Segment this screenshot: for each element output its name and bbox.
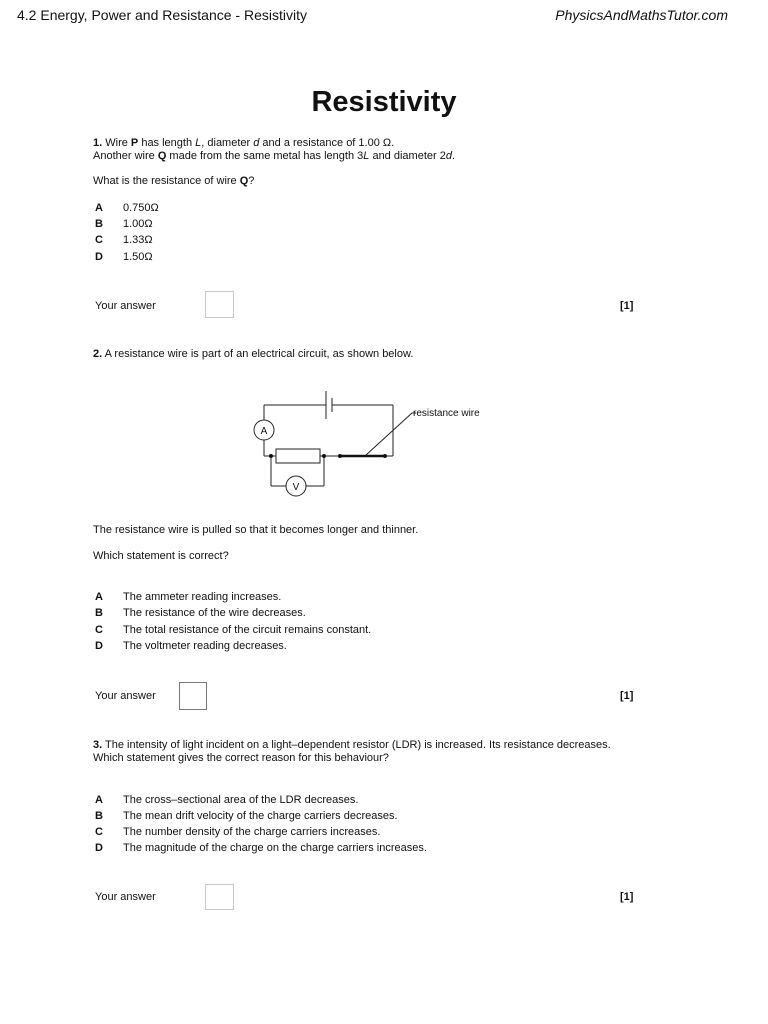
q2-option-b[interactable] [95, 607, 306, 621]
q2-option-c[interactable] [95, 624, 371, 638]
header-site: PhysicsAndMathsTutor.com [555, 7, 728, 23]
option-text: The total resistance of the circuit remains constant. [123, 624, 372, 636]
option-letter: B [95, 607, 103, 619]
option-letter: D [95, 640, 103, 652]
q1-text: Wire [102, 137, 131, 149]
option-letter: A [95, 794, 103, 806]
q3-number: 3. [93, 739, 103, 751]
q2-number: 2. [93, 348, 103, 360]
option-text: 1.00Ω [123, 218, 153, 230]
q2-option-a[interactable] [95, 591, 281, 605]
q1-question [93, 175, 254, 189]
option-letter: A [95, 591, 103, 603]
q1-var-d: d [445, 150, 452, 162]
option-text: 0.750Ω [123, 202, 159, 214]
q1-var-l: L [195, 137, 202, 149]
option-letter: B [95, 810, 103, 822]
label-leader-line [366, 413, 412, 455]
q1-wire-q: Q [157, 150, 167, 162]
q1-text: and diameter 2 [369, 150, 446, 162]
option-letter: C [95, 234, 103, 246]
q3-answer-label: Your answer [95, 891, 156, 903]
q1-var-d: d [253, 137, 260, 149]
q2-mark: [1] [620, 690, 634, 702]
option-letter: C [95, 826, 103, 838]
circuit-diagram [240, 385, 500, 500]
q1-number: 1. [93, 137, 103, 149]
junction-dot [269, 454, 273, 458]
q2-intro [93, 348, 413, 362]
q3-line2: Which statement gives the correct reason for this behaviour? [93, 752, 389, 764]
q3-option-d[interactable] [95, 842, 427, 856]
option-letter: C [95, 624, 103, 636]
q2-answer-label: Your answer [95, 690, 156, 702]
q2-question: Which statement is correct? [93, 550, 229, 562]
option-text: The cross–sectional area of the LDR decreases. [123, 794, 359, 806]
voltmeter-label: V [292, 482, 300, 493]
option-letter: D [95, 842, 103, 854]
q3-option-b[interactable] [95, 810, 398, 824]
option-letter: B [95, 218, 103, 230]
q1-text: , diameter [201, 137, 254, 149]
q3-line1 [93, 739, 611, 753]
q3-text: The intensity of light incident on a light–dependent resistor (LDR) is increased. Its resistance decreases. [102, 739, 611, 751]
option-text: 1.50Ω [123, 251, 153, 263]
option-text: The magnitude of the charge on the charge carriers increases. [123, 842, 427, 854]
q1-text: Another wire [93, 150, 158, 162]
junction-dot [322, 454, 326, 458]
q2-option-d[interactable] [95, 640, 287, 654]
q1-option-d[interactable] [95, 251, 153, 265]
q1-text: and a resistance of 1.00 Ω. [259, 137, 395, 149]
header-topic: 4.2 Energy, Power and Resistance - Resistivity [17, 7, 307, 23]
option-letter: A [95, 202, 103, 214]
q1-option-b[interactable] [95, 218, 153, 232]
q3-option-c[interactable] [95, 826, 380, 840]
q2-statement: The resistance wire is pulled so that it becomes longer and thinner. [93, 524, 419, 536]
q1-wire-p: P [130, 137, 139, 149]
q2-text: A resistance wire is part of an electrical circuit, as shown below. [102, 348, 414, 360]
fixed-resistor [276, 449, 320, 463]
q1-answer-box[interactable] [205, 291, 234, 318]
q1-text: has length [138, 137, 196, 149]
q3-answer-box[interactable] [205, 884, 234, 910]
option-text: The mean drift velocity of the charge carriers decreases. [123, 810, 398, 822]
junction-dot [383, 454, 387, 458]
q1-option-c[interactable] [95, 234, 153, 248]
q3-option-a[interactable] [95, 794, 358, 808]
option-text: The voltmeter reading decreases. [123, 640, 287, 652]
q1-text: . [451, 150, 456, 162]
option-text: The ammeter reading increases. [123, 591, 282, 603]
ammeter-label: A [260, 426, 268, 437]
q1-text: made from the same metal has length 3 [166, 150, 364, 162]
resistance-wire-label: resistance wire [413, 408, 480, 419]
q1-line2 [93, 150, 455, 164]
q1-text: ? [248, 175, 255, 187]
q1-answer-label: Your answer [95, 300, 156, 312]
junction-dot [338, 454, 342, 458]
q1-text: What is the resistance of wire [93, 175, 240, 187]
q1-wire-q: Q [239, 175, 249, 187]
option-letter: D [95, 251, 103, 263]
q2-answer-box[interactable] [179, 682, 207, 710]
q1-var-l: L [363, 150, 370, 162]
q1-mark: [1] [620, 300, 634, 312]
q3-mark: [1] [620, 891, 634, 903]
option-text: The number density of the charge carriers increases. [123, 826, 381, 838]
option-text: 1.33Ω [123, 234, 153, 246]
page-title: Resistivity [311, 86, 457, 118]
q1-option-a[interactable] [95, 202, 159, 216]
q1-line1 [93, 137, 394, 151]
option-text: The resistance of the wire decreases. [123, 607, 306, 619]
